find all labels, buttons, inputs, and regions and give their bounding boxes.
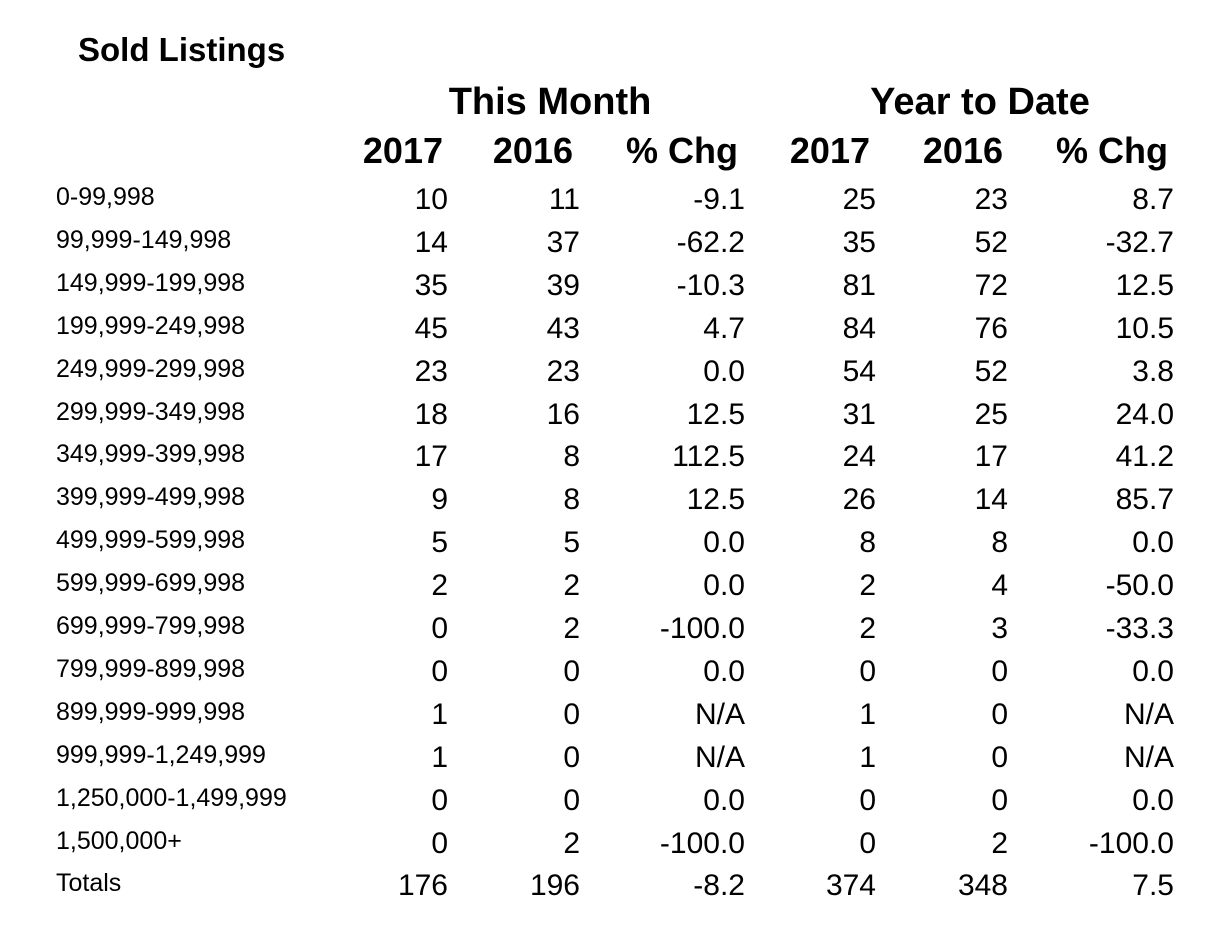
table-row: [0, 568, 1230, 611]
table-cell: 12.5: [1115, 268, 1174, 302]
table-cell: 0.0: [1132, 783, 1174, 817]
table-cell: 17: [414, 440, 448, 474]
table-row: [0, 482, 1230, 525]
table-cell: 8: [563, 440, 580, 474]
table-cell: 2: [431, 569, 448, 603]
table-cell: 7.5: [1132, 869, 1174, 903]
row-label: 699,999-799,998: [56, 612, 246, 640]
table-row: [0, 654, 1230, 697]
table-cell: -100.0: [659, 612, 745, 645]
table-cell: -62.2: [676, 225, 745, 259]
row-label: 799,999-899,998: [56, 654, 246, 683]
table-cell: 0: [991, 740, 1008, 774]
table-row: [0, 268, 1230, 311]
table-row: [0, 783, 1230, 826]
table-cell: 1: [859, 697, 876, 731]
table-cell: 2: [991, 826, 1008, 860]
table-cell: 10.5: [1115, 311, 1174, 345]
table-cell: -9.1: [693, 183, 745, 216]
table-cell: 196: [529, 869, 580, 903]
table-cell: 0: [563, 697, 580, 731]
table-cell: 39: [546, 268, 580, 302]
table-cell: 2: [859, 569, 876, 603]
table-cell: 52: [974, 354, 1008, 388]
column-header-tm-2017: 2017: [362, 130, 443, 171]
table-row: [0, 225, 1230, 268]
table-cell: N/A: [694, 740, 745, 774]
table-cell: 26: [842, 483, 876, 517]
table-cell: 35: [842, 225, 876, 259]
row-label: 299,999-349,998: [56, 397, 246, 426]
column-header-tm-pct-chg: % Chg: [626, 130, 738, 171]
table-cell: 14: [974, 483, 1008, 517]
table-cell: 25: [974, 397, 1008, 431]
table-cell: 374: [825, 869, 876, 903]
table-cell: 3.8: [1132, 354, 1174, 388]
table-cell: 0.0: [703, 654, 745, 688]
table-cell: 0.0: [703, 783, 745, 817]
table-cell: 1: [431, 740, 448, 774]
table-cell: 43: [546, 311, 580, 345]
table-cell: 1: [859, 740, 876, 774]
table-cell: 5: [431, 526, 448, 560]
table-cell: 76: [974, 311, 1008, 345]
table-cell: 2: [563, 612, 580, 645]
table-cell: N/A: [694, 697, 745, 731]
table-cell: 11: [548, 183, 580, 216]
table-cell: 10: [414, 183, 448, 216]
table-cell: 72: [974, 268, 1008, 302]
table-row: [0, 354, 1230, 397]
table-cell: 0: [431, 826, 448, 860]
table-cell: 2: [563, 569, 580, 603]
table-cell: 0.0: [703, 354, 745, 388]
row-label: 499,999-599,998: [56, 526, 246, 555]
table-cell: 0: [431, 783, 448, 817]
table-cell: 1: [431, 697, 448, 731]
table-cell: 8: [859, 526, 876, 560]
table-cell: 17: [974, 440, 1008, 474]
table-row: [0, 868, 1230, 911]
table-cell: 24.0: [1115, 397, 1174, 431]
table-cell: 25: [842, 183, 876, 216]
table-cell: 4: [991, 569, 1008, 603]
table-cell: 84: [842, 311, 876, 345]
table-row: [0, 439, 1230, 482]
table-row: [0, 311, 1230, 354]
table-cell: 37: [546, 225, 580, 259]
table-cell: 8.7: [1132, 183, 1174, 216]
table-cell: 85.7: [1115, 483, 1174, 517]
table-cell: 2: [563, 826, 580, 860]
table-cell: 16: [546, 397, 580, 431]
table-cell: 18: [414, 397, 448, 431]
table-cell: 12.5: [686, 483, 745, 517]
table-cell: 0: [431, 612, 448, 645]
table-cell: 12.5: [686, 397, 745, 431]
table-cell: -50.0: [1105, 569, 1174, 603]
table-cell: 31: [842, 397, 876, 431]
table-cell: -100.0: [659, 826, 745, 860]
table-row: [0, 611, 1230, 654]
table-row: [0, 397, 1230, 440]
table-cell: 0: [563, 783, 580, 817]
table-cell: 52: [974, 225, 1008, 259]
table-cell: 176: [397, 869, 448, 903]
table-cell: 0: [563, 740, 580, 774]
row-label: 0-99,998: [56, 183, 155, 211]
row-label: Totals: [56, 869, 122, 898]
table-cell: 348: [957, 869, 1008, 903]
table-cell: 0: [859, 826, 876, 860]
table-cell: 14: [414, 225, 448, 259]
table-cell: 0: [859, 654, 876, 688]
row-label: 599,999-699,998: [56, 569, 246, 598]
table-cell: 0.0: [1132, 654, 1174, 688]
table-cell: 0: [431, 654, 448, 688]
table-cell: 4.7: [703, 311, 745, 345]
table-cell: N/A: [1123, 740, 1174, 774]
table-cell: -10.3: [676, 268, 745, 302]
table-cell: 0.0: [1132, 526, 1174, 560]
table-title: Sold Listings: [78, 31, 286, 68]
row-label: 999,999-1,249,999: [56, 740, 266, 769]
table-cell: 35: [414, 268, 448, 302]
row-label: 199,999-249,998: [56, 311, 246, 340]
row-label: 249,999-299,998: [56, 354, 246, 383]
table-cell: -8.2: [693, 869, 745, 903]
column-header-ytd-2017: 2017: [789, 130, 870, 171]
table-cell: 8: [563, 483, 580, 517]
table-cell: N/A: [1123, 697, 1174, 731]
row-label: 899,999-999,998: [56, 697, 246, 726]
row-label: 349,999-399,998: [56, 440, 246, 469]
table-row: [0, 525, 1230, 568]
table-cell: -100.0: [1088, 826, 1174, 860]
table-cell: 54: [842, 354, 876, 388]
row-label: 399,999-499,998: [56, 483, 246, 512]
group-header-year-to-date: Year to Date: [870, 81, 1090, 123]
row-label: 99,999-149,998: [56, 225, 232, 254]
table-cell: -32.7: [1105, 225, 1174, 259]
table-cell: 0.0: [703, 526, 745, 560]
table-row: [0, 826, 1230, 869]
table-cell: -33.3: [1105, 612, 1174, 645]
table-cell: 0: [991, 654, 1008, 688]
table-cell: 2: [859, 612, 876, 645]
table-row: [0, 740, 1230, 783]
table-row: [0, 182, 1230, 225]
table-cell: 0: [991, 697, 1008, 731]
table-cell: 45: [414, 311, 448, 345]
table-cell: 24: [842, 440, 876, 474]
column-header-tm-2016: 2016: [492, 130, 573, 171]
table-cell: 41.2: [1115, 440, 1174, 474]
row-label: 1,500,000+: [56, 826, 182, 855]
row-label: 149,999-199,998: [56, 268, 246, 297]
column-header-ytd-pct-chg: % Chg: [1056, 130, 1168, 171]
table-cell: 23: [414, 354, 448, 388]
row-label: 1,250,000-1,499,999: [56, 783, 287, 812]
column-header-ytd-2016: 2016: [922, 130, 1003, 171]
table-row: [0, 697, 1230, 740]
table-cell: 23: [546, 354, 580, 388]
table-cell: 23: [974, 183, 1008, 216]
table-cell: 9: [431, 483, 448, 517]
table-cell: 3: [991, 612, 1008, 645]
table-cell: 0: [563, 654, 580, 688]
table-cell: 0: [859, 783, 876, 817]
table-cell: 81: [842, 268, 876, 302]
table-cell: 112.5: [672, 440, 745, 474]
table-cell: 8: [991, 526, 1008, 560]
table-cell: 0: [991, 783, 1008, 817]
table-cell: 5: [563, 526, 580, 560]
group-header-this-month: This Month: [448, 81, 652, 123]
table-cell: 0.0: [703, 569, 745, 603]
